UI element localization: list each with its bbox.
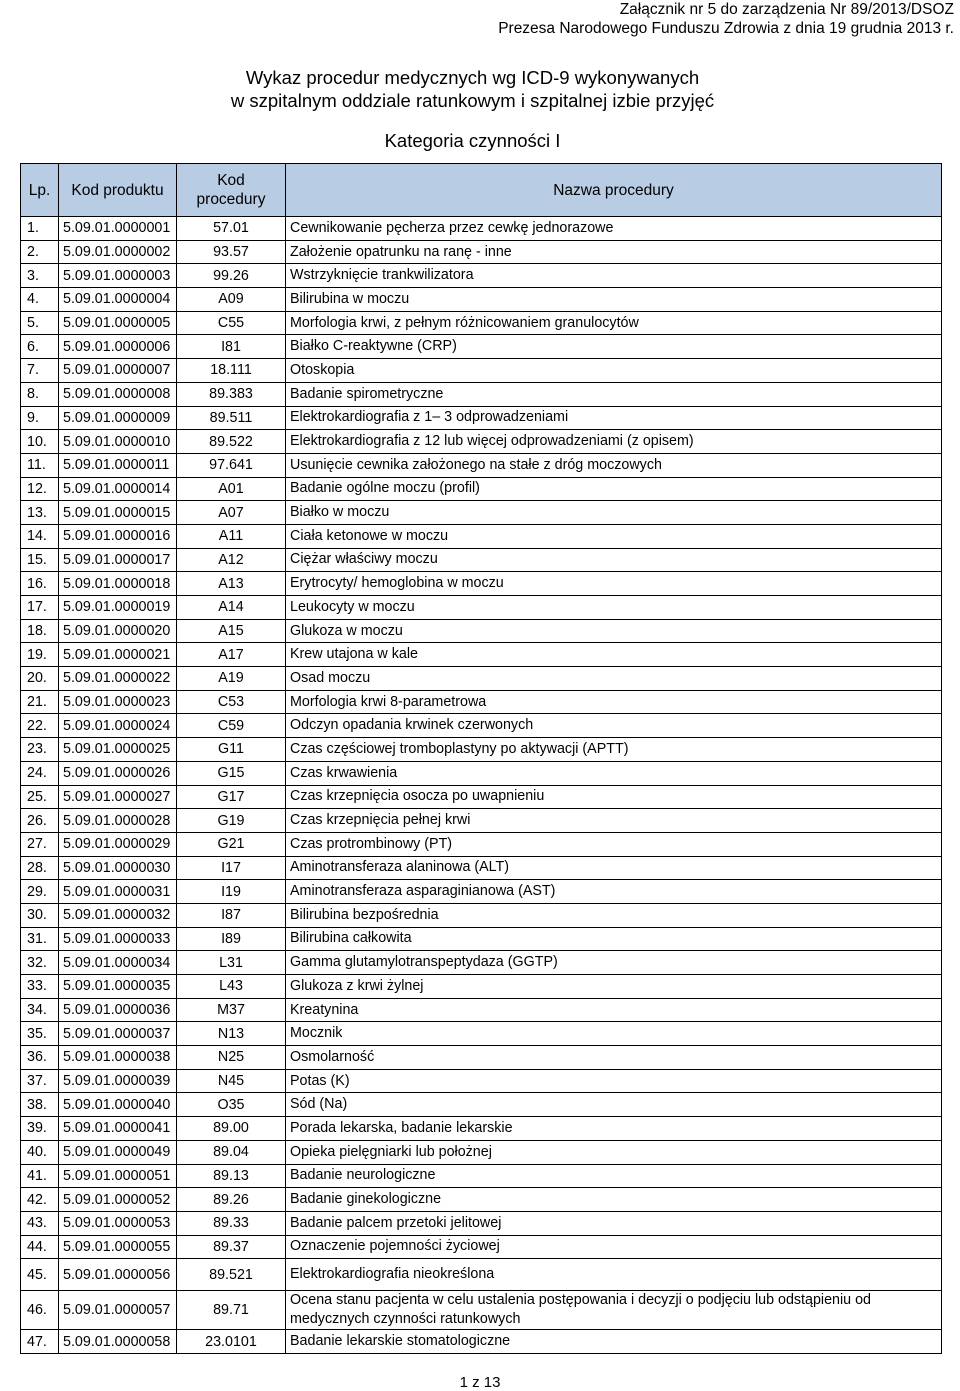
row-procedure-code: 89.71 <box>177 1291 286 1330</box>
row-lp: 21. <box>21 690 59 714</box>
row-procedure-name: Leukocyty w moczu <box>286 596 942 620</box>
row-product-code: 5.09.01.0000052 <box>59 1188 177 1212</box>
row-procedure-name: Białko w moczu <box>286 501 942 525</box>
category-heading: Kategoria czynności I <box>384 130 561 151</box>
row-product-code: 5.09.01.0000031 <box>59 880 177 904</box>
row-lp: 24. <box>21 761 59 785</box>
table-row <box>21 217 942 241</box>
table-row <box>21 596 942 620</box>
table-row <box>21 1330 942 1354</box>
table-row <box>21 477 942 501</box>
table-row <box>21 1291 942 1330</box>
row-product-code: 5.09.01.0000004 <box>59 288 177 312</box>
row-procedure-code: G15 <box>177 761 286 785</box>
row-procedure-code: A09 <box>177 288 286 312</box>
row-procedure-code: 89.13 <box>177 1164 286 1188</box>
table-row <box>21 1164 942 1188</box>
row-procedure-code: 89.00 <box>177 1117 286 1141</box>
table-row <box>21 927 942 951</box>
table-row <box>21 453 942 477</box>
row-lp: 41. <box>21 1164 59 1188</box>
row-procedure-code: G17 <box>177 785 286 809</box>
row-procedure-name: Badanie neurologiczne <box>286 1164 942 1188</box>
row-lp: 30. <box>21 903 59 927</box>
row-procedure-code: N45 <box>177 1069 286 1093</box>
row-product-code: 5.09.01.0000051 <box>59 1164 177 1188</box>
table-row <box>21 1022 942 1046</box>
row-lp: 32. <box>21 951 59 975</box>
row-lp: 10. <box>21 430 59 454</box>
annex-line-1: Załącznik nr 5 do zarządzenia Nr 89/2013/DSOZ <box>619 1 954 18</box>
row-procedure-name: Czas protrombinowy (PT) <box>286 832 942 856</box>
row-lp: 47. <box>21 1330 59 1354</box>
row-procedure-name: Białko C-reaktywne (CRP) <box>286 335 942 359</box>
row-product-code: 5.09.01.0000009 <box>59 406 177 430</box>
table-row <box>21 738 942 762</box>
row-product-code: 5.09.01.0000011 <box>59 453 177 477</box>
row-procedure-name: Krew utajona w kale <box>286 643 942 667</box>
row-product-code: 5.09.01.0000033 <box>59 927 177 951</box>
table-row <box>21 264 942 288</box>
row-procedure-code: A14 <box>177 596 286 620</box>
row-lp: 9. <box>21 406 59 430</box>
row-lp: 43. <box>21 1211 59 1235</box>
row-procedure-code: G21 <box>177 832 286 856</box>
title-line-2: w szpitalnym oddziale ratunkowym i szpitalnej izbie przyjęć <box>230 90 715 111</box>
table-row <box>21 335 942 359</box>
row-lp: 5. <box>21 311 59 335</box>
row-procedure-code: 89.522 <box>177 430 286 454</box>
row-product-code: 5.09.01.0000024 <box>59 714 177 738</box>
row-product-code: 5.09.01.0000015 <box>59 501 177 525</box>
row-procedure-name: Glukoza z krwi żylnej <box>286 975 942 999</box>
row-lp: 28. <box>21 856 59 880</box>
row-procedure-name: Morfologia krwi 8-parametrowa <box>286 690 942 714</box>
row-product-code: 5.09.01.0000021 <box>59 643 177 667</box>
row-procedure-name: Sód (Na) <box>286 1093 942 1117</box>
row-product-code: 5.09.01.0000041 <box>59 1117 177 1141</box>
row-procedure-code: G11 <box>177 738 286 762</box>
row-procedure-name: Bilirubina całkowita <box>286 927 942 951</box>
row-lp: 13. <box>21 501 59 525</box>
row-procedure-name: Porada lekarska, badanie lekarskie <box>286 1117 942 1141</box>
row-procedure-name: Potas (K) <box>286 1069 942 1093</box>
row-lp: 27. <box>21 832 59 856</box>
table-row <box>21 975 942 999</box>
row-procedure-name: Osad moczu <box>286 667 942 691</box>
row-procedure-code: 18.111 <box>177 359 286 383</box>
table-row <box>21 903 942 927</box>
table-row <box>21 1140 942 1164</box>
row-procedure-name: Erytrocyty/ hemoglobina w moczu <box>286 572 942 596</box>
table-row <box>21 501 942 525</box>
row-product-code: 5.09.01.0000032 <box>59 903 177 927</box>
table-row <box>21 714 942 738</box>
row-lp: 14. <box>21 524 59 548</box>
table-row <box>21 1069 942 1093</box>
annex-line-2: Prezesa Narodowego Funduszu Zdrowia z dnia 19 grudnia 2013 r. <box>498 20 954 37</box>
row-procedure-code: 89.26 <box>177 1188 286 1212</box>
row-lp: 11. <box>21 453 59 477</box>
row-procedure-name: Otoskopia <box>286 359 942 383</box>
row-lp: 12. <box>21 477 59 501</box>
row-lp: 16. <box>21 572 59 596</box>
header-procedure-name: Nazwa procedury <box>286 164 942 217</box>
row-lp: 23. <box>21 738 59 762</box>
row-product-code: 5.09.01.0000049 <box>59 1140 177 1164</box>
row-lp: 17. <box>21 596 59 620</box>
row-procedure-code: 89.04 <box>177 1140 286 1164</box>
row-product-code: 5.09.01.0000003 <box>59 264 177 288</box>
row-product-code: 5.09.01.0000055 <box>59 1235 177 1259</box>
row-lp: 6. <box>21 335 59 359</box>
row-procedure-name: Gamma glutamylotranspeptydaza (GGTP) <box>286 951 942 975</box>
row-lp: 1. <box>21 217 59 241</box>
row-product-code: 5.09.01.0000019 <box>59 596 177 620</box>
row-product-code: 5.09.01.0000006 <box>59 335 177 359</box>
row-product-code: 5.09.01.0000010 <box>59 430 177 454</box>
table-row <box>21 809 942 833</box>
table-row <box>21 548 942 572</box>
table-row <box>21 406 942 430</box>
row-product-code: 5.09.01.0000036 <box>59 998 177 1022</box>
row-procedure-name: Odczyn opadania krwinek czerwonych <box>286 714 942 738</box>
header-product-code: Kod produktu <box>59 164 177 217</box>
table-row <box>21 690 942 714</box>
row-product-code: 5.09.01.0000025 <box>59 738 177 762</box>
row-product-code: 5.09.01.0000005 <box>59 311 177 335</box>
row-lp: 37. <box>21 1069 59 1093</box>
row-procedure-name: Bilirubina bezpośrednia <box>286 903 942 927</box>
row-procedure-name: Badanie palcem przetoki jelitowej <box>286 1211 942 1235</box>
row-procedure-code: N13 <box>177 1022 286 1046</box>
row-product-code: 5.09.01.0000035 <box>59 975 177 999</box>
header-procedure-code-line-1: Kod <box>217 172 245 189</box>
table-row <box>21 832 942 856</box>
row-procedure-code: C59 <box>177 714 286 738</box>
table-row <box>21 524 942 548</box>
row-procedure-code: O35 <box>177 1093 286 1117</box>
table-row <box>21 643 942 667</box>
row-product-code: 5.09.01.0000056 <box>59 1259 177 1291</box>
row-procedure-name: Elektrokardiografia nieokreślona <box>286 1259 942 1291</box>
row-lp: 29. <box>21 880 59 904</box>
row-lp: 18. <box>21 619 59 643</box>
document-title <box>0 66 945 112</box>
table-row <box>21 311 942 335</box>
row-procedure-code: A13 <box>177 572 286 596</box>
row-procedure-code: A12 <box>177 548 286 572</box>
table-row <box>21 240 942 264</box>
title-line-1: Wykaz procedur medycznych wg ICD-9 wykonywanych <box>245 67 700 88</box>
row-procedure-name: Osmolarność <box>286 1046 942 1070</box>
row-procedure-name: Ciała ketonowe w moczu <box>286 524 942 548</box>
row-lp: 2. <box>21 240 59 264</box>
row-product-code: 5.09.01.0000058 <box>59 1330 177 1354</box>
row-procedure-code: N25 <box>177 1046 286 1070</box>
row-product-code: 5.09.01.0000020 <box>59 619 177 643</box>
row-lp: 44. <box>21 1235 59 1259</box>
row-procedure-code: A01 <box>177 477 286 501</box>
row-procedure-code: 89.33 <box>177 1211 286 1235</box>
row-lp: 38. <box>21 1093 59 1117</box>
row-procedure-name: Wstrzyknięcie trankwilizatora <box>286 264 942 288</box>
procedures-table <box>20 163 942 1354</box>
table-row <box>21 572 942 596</box>
row-procedure-code: 23.0101 <box>177 1330 286 1354</box>
table-row <box>21 667 942 691</box>
row-procedure-name: Mocznik <box>286 1022 942 1046</box>
row-product-code: 5.09.01.0000027 <box>59 785 177 809</box>
table-row <box>21 856 942 880</box>
table-row <box>21 430 942 454</box>
row-lp: 46. <box>21 1291 59 1330</box>
row-product-code: 5.09.01.0000038 <box>59 1046 177 1070</box>
row-lp: 7. <box>21 359 59 383</box>
row-procedure-code: L31 <box>177 951 286 975</box>
row-procedure-name: Morfologia krwi, z pełnym różnicowaniem granulocytów <box>286 311 942 335</box>
row-product-code: 5.09.01.0000034 <box>59 951 177 975</box>
row-procedure-code: I19 <box>177 880 286 904</box>
table-row <box>21 1046 942 1070</box>
row-product-code: 5.09.01.0000017 <box>59 548 177 572</box>
header-procedure-code-line-2: procedury <box>196 191 266 208</box>
row-lp: 39. <box>21 1117 59 1141</box>
table-row <box>21 1188 942 1212</box>
row-procedure-name: Elektrokardiografia z 1– 3 odprowadzeniami <box>286 406 942 430</box>
row-procedure-code: A11 <box>177 524 286 548</box>
row-lp: 42. <box>21 1188 59 1212</box>
table-row <box>21 1235 942 1259</box>
row-procedure-code: 97.641 <box>177 453 286 477</box>
row-lp: 19. <box>21 643 59 667</box>
row-product-code: 5.09.01.0000002 <box>59 240 177 264</box>
table-body <box>21 217 942 1354</box>
row-procedure-name: Założenie opatrunku na ranę - inne <box>286 240 942 264</box>
row-product-code: 5.09.01.0000007 <box>59 359 177 383</box>
row-procedure-code: L43 <box>177 975 286 999</box>
table-row <box>21 1259 942 1291</box>
table-row <box>21 382 942 406</box>
row-product-code: 5.09.01.0000057 <box>59 1291 177 1330</box>
row-procedure-name: Badanie ginekologiczne <box>286 1188 942 1212</box>
row-procedure-name: Badanie spirometryczne <box>286 382 942 406</box>
row-procedure-code: 89.511 <box>177 406 286 430</box>
row-procedure-code: C53 <box>177 690 286 714</box>
row-lp: 3. <box>21 264 59 288</box>
row-procedure-code: I81 <box>177 335 286 359</box>
row-procedure-name: Czas częściowej tromboplastyny po aktywacji (APTT) <box>286 738 942 762</box>
row-product-code: 5.09.01.0000008 <box>59 382 177 406</box>
table-row <box>21 288 942 312</box>
row-procedure-code: 99.26 <box>177 264 286 288</box>
table-row <box>21 1211 942 1235</box>
row-lp: 4. <box>21 288 59 312</box>
row-lp: 36. <box>21 1046 59 1070</box>
row-procedure-code: I87 <box>177 903 286 927</box>
row-procedure-name: Glukoza w moczu <box>286 619 942 643</box>
row-lp: 35. <box>21 1022 59 1046</box>
row-procedure-name: Cewnikowanie pęcherza przez cewkę jednorazowe <box>286 217 942 241</box>
row-procedure-name: Kreatynina <box>286 998 942 1022</box>
row-lp: 45. <box>21 1259 59 1291</box>
annex-header <box>498 0 954 38</box>
table-row <box>21 359 942 383</box>
row-procedure-code: 93.57 <box>177 240 286 264</box>
row-procedure-code: 89.521 <box>177 1259 286 1291</box>
table-row <box>21 761 942 785</box>
row-procedure-name: Usunięcie cewnika założonego na stałe z dróg moczowych <box>286 453 942 477</box>
row-procedure-name: Czas krzepnięcia pełnej krwi <box>286 809 942 833</box>
row-lp: 20. <box>21 667 59 691</box>
row-procedure-name: Czas krwawienia <box>286 761 942 785</box>
row-product-code: 5.09.01.0000014 <box>59 477 177 501</box>
row-procedure-name: Badanie lekarskie stomatologiczne <box>286 1330 942 1354</box>
row-product-code: 5.09.01.0000001 <box>59 217 177 241</box>
row-product-code: 5.09.01.0000028 <box>59 809 177 833</box>
row-procedure-name: Czas krzepnięcia osocza po uwapnieniu <box>286 785 942 809</box>
row-procedure-name: Bilirubina w moczu <box>286 288 942 312</box>
table-row <box>21 1117 942 1141</box>
row-lp: 25. <box>21 785 59 809</box>
row-procedure-code: A07 <box>177 501 286 525</box>
row-procedure-code: A17 <box>177 643 286 667</box>
row-product-code: 5.09.01.0000030 <box>59 856 177 880</box>
header-procedure-code <box>177 164 286 217</box>
row-procedure-code: 89.37 <box>177 1235 286 1259</box>
row-lp: 40. <box>21 1140 59 1164</box>
row-product-code: 5.09.01.0000029 <box>59 832 177 856</box>
row-procedure-code: I17 <box>177 856 286 880</box>
row-procedure-name: Badanie ogólne moczu (profil) <box>286 477 942 501</box>
row-procedure-name: Aminotransferaza alaninowa (ALT) <box>286 856 942 880</box>
table-row <box>21 1093 942 1117</box>
row-procedure-code: 57.01 <box>177 217 286 241</box>
row-procedure-name: Elektrokardiografia z 12 lub więcej odprowadzeniami (z opisem) <box>286 430 942 454</box>
row-procedure-code: A19 <box>177 667 286 691</box>
table-header-row <box>21 164 942 217</box>
row-lp: 34. <box>21 998 59 1022</box>
row-procedure-code: G19 <box>177 809 286 833</box>
table-row <box>21 880 942 904</box>
row-procedure-name: Aminotransferaza asparaginianowa (AST) <box>286 880 942 904</box>
row-product-code: 5.09.01.0000026 <box>59 761 177 785</box>
row-lp: 31. <box>21 927 59 951</box>
row-lp: 15. <box>21 548 59 572</box>
row-procedure-code: C55 <box>177 311 286 335</box>
row-product-code: 5.09.01.0000018 <box>59 572 177 596</box>
row-procedure-name: Oznaczenie pojemności życiowej <box>286 1235 942 1259</box>
row-product-code: 5.09.01.0000037 <box>59 1022 177 1046</box>
row-procedure-code: M37 <box>177 998 286 1022</box>
row-product-code: 5.09.01.0000022 <box>59 667 177 691</box>
row-procedure-name: Opieka pielęgniarki lub położnej <box>286 1140 942 1164</box>
row-procedure-name: Ciężar właściwy moczu <box>286 548 942 572</box>
row-lp: 22. <box>21 714 59 738</box>
row-product-code: 5.09.01.0000039 <box>59 1069 177 1093</box>
row-product-code: 5.09.01.0000040 <box>59 1093 177 1117</box>
header-lp: Lp. <box>21 164 59 217</box>
row-product-code: 5.09.01.0000023 <box>59 690 177 714</box>
table-row <box>21 951 942 975</box>
row-procedure-code: I89 <box>177 927 286 951</box>
page-number: 1 z 13 <box>459 1374 501 1391</box>
row-product-code: 5.09.01.0000016 <box>59 524 177 548</box>
row-procedure-code: A15 <box>177 619 286 643</box>
table-row <box>21 785 942 809</box>
row-procedure-name: Ocena stanu pacjenta w celu ustalenia postępowania i decyzji o podjęciu lub odstąpieniu od medycznych czynności ratunkowych <box>286 1291 942 1330</box>
row-procedure-code: 89.383 <box>177 382 286 406</box>
row-lp: 26. <box>21 809 59 833</box>
table-row <box>21 619 942 643</box>
table-row <box>21 998 942 1022</box>
row-product-code: 5.09.01.0000053 <box>59 1211 177 1235</box>
row-lp: 33. <box>21 975 59 999</box>
row-lp: 8. <box>21 382 59 406</box>
